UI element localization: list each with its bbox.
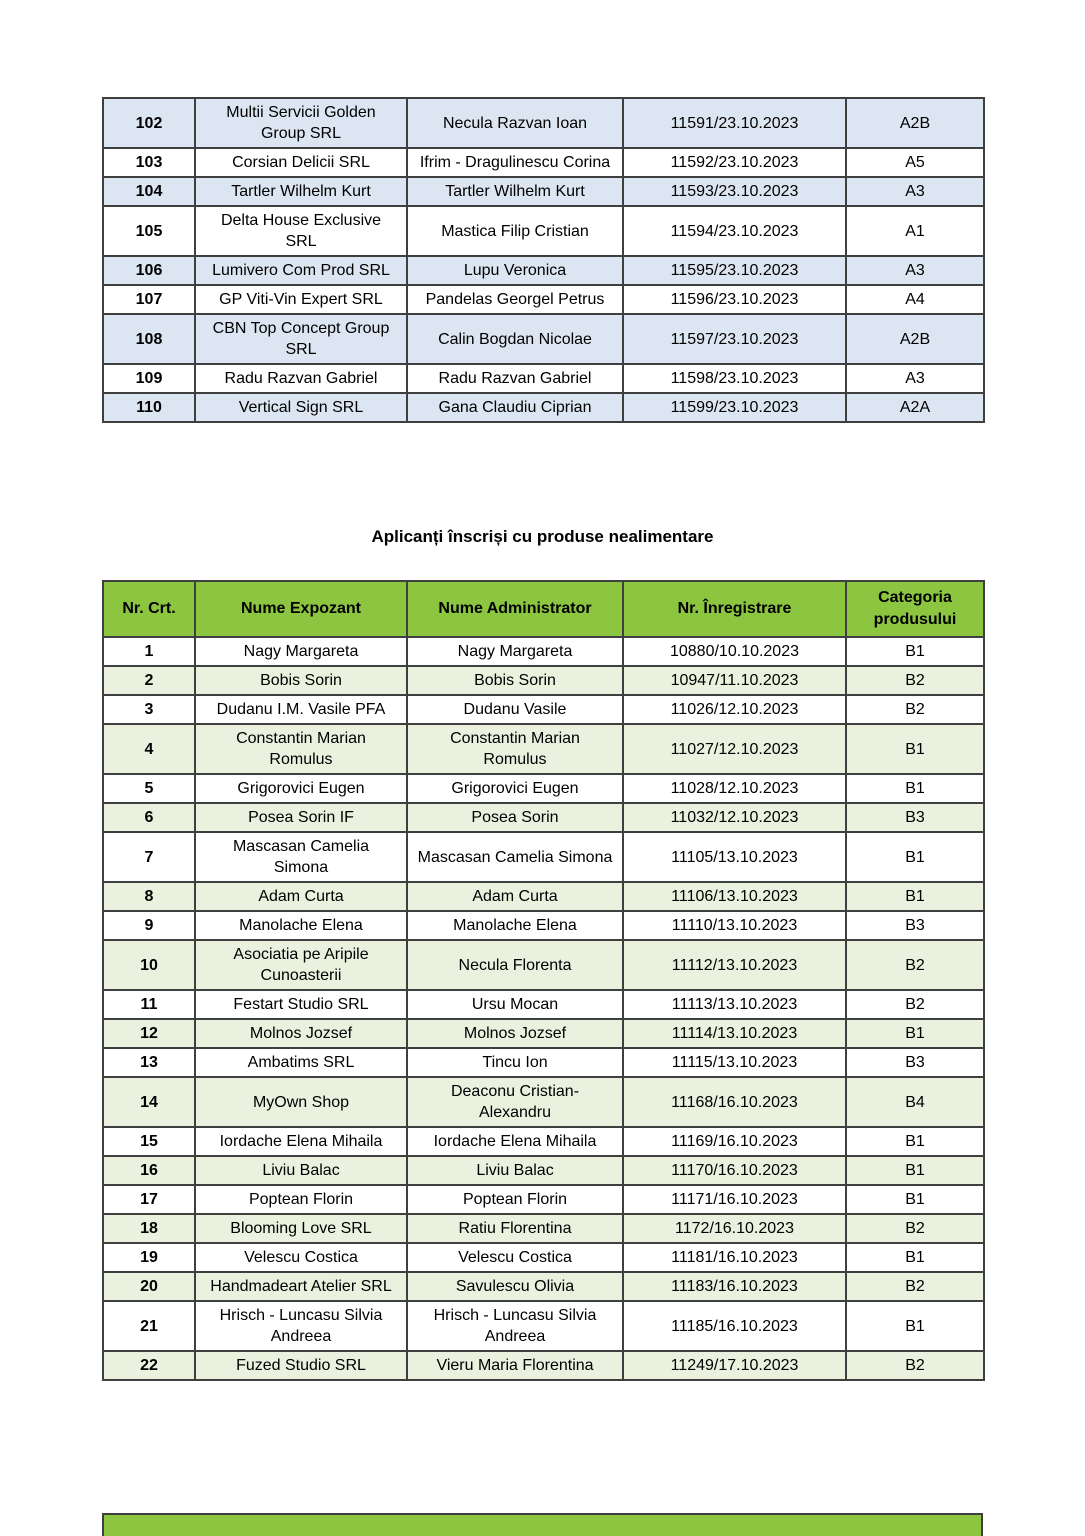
cell-nr-inregistrare: 11110/13.10.2023 [623,911,846,940]
table-row [103,882,984,911]
table-row [103,695,984,724]
cell-nume-expozant: Multii Servicii Golden Group SRL [195,98,407,148]
table-row [103,1156,984,1185]
cell-nr-crt: 3 [103,695,195,724]
cell-nr-crt: 17 [103,1185,195,1214]
cell-categoria-produsului: B1 [846,1243,984,1272]
cell-nr-crt: 12 [103,1019,195,1048]
cell-nr-inregistrare: 11115/13.10.2023 [623,1048,846,1077]
cell-nr-crt: 2 [103,666,195,695]
cell-nr-inregistrare: 10947/11.10.2023 [623,666,846,695]
cell-nr-inregistrare: 11183/16.10.2023 [623,1272,846,1301]
cell-nume-administrator: Ratiu Florentina [407,1214,623,1243]
cell-categoria-produsului: B2 [846,940,984,990]
cell-nr-crt: 5 [103,774,195,803]
cell-nr-crt: 1 [103,637,195,666]
table-row [103,256,984,285]
cell-nume-administrator: Savulescu Olivia [407,1272,623,1301]
table-row [103,1351,984,1380]
cell-nr-inregistrare: 11168/16.10.2023 [623,1077,846,1127]
cell-nr-inregistrare: 11169/16.10.2023 [623,1127,846,1156]
cell-nume-administrator: Necula Florenta [407,940,623,990]
cell-nume-expozant: Handmadeart Atelier SRL [195,1272,407,1301]
cell-nume-expozant: Mascasan Camelia Simona [195,832,407,882]
cell-categoria-produsului: A4 [846,285,984,314]
cell-categoria-produsului: B4 [846,1077,984,1127]
cell-nr-inregistrare: 1172/16.10.2023 [623,1214,846,1243]
cell-categoria-produsului: A5 [846,148,984,177]
cell-nume-expozant: Constantin Marian Romulus [195,724,407,774]
column-header-categoria-produsului: Categoria produsului [846,581,984,637]
cell-nume-expozant: Asociatia pe Aripile Cunoasterii [195,940,407,990]
cell-nume-administrator: Bobis Sorin [407,666,623,695]
table-row [103,364,984,393]
cell-nr-crt: 106 [103,256,195,285]
cell-nr-inregistrare: 11181/16.10.2023 [623,1243,846,1272]
cell-categoria-produsului: B2 [846,990,984,1019]
table-row [103,1301,984,1351]
table-row [103,1272,984,1301]
cell-nr-inregistrare: 11592/23.10.2023 [623,148,846,177]
cell-nume-administrator: Tincu Ion [407,1048,623,1077]
cell-nume-expozant: Festart Studio SRL [195,990,407,1019]
cell-nume-expozant: Liviu Balac [195,1156,407,1185]
cell-nume-administrator: Dudanu Vasile [407,695,623,724]
cell-nr-inregistrare: 11113/13.10.2023 [623,990,846,1019]
applicants-table-food-continuation [102,97,985,423]
cell-nr-crt: 9 [103,911,195,940]
table-row [103,724,984,774]
cell-categoria-produsului: B1 [846,1127,984,1156]
cell-categoria-produsului: B2 [846,1272,984,1301]
cell-nr-inregistrare: 11026/12.10.2023 [623,695,846,724]
cell-nume-expozant: Vertical Sign SRL [195,393,407,422]
cell-nr-inregistrare: 11249/17.10.2023 [623,1351,846,1380]
cell-nr-inregistrare: 11114/13.10.2023 [623,1019,846,1048]
cell-nume-expozant: Corsian Delicii SRL [195,148,407,177]
cell-nume-expozant: Iordache Elena Mihaila [195,1127,407,1156]
cell-nr-crt: 109 [103,364,195,393]
cell-nume-administrator: Hrisch - Luncasu Silvia Andreea [407,1301,623,1351]
cell-nr-crt: 19 [103,1243,195,1272]
cell-nr-crt: 107 [103,285,195,314]
header-row [103,581,984,637]
cell-categoria-produsului: B1 [846,1185,984,1214]
table-row [103,1185,984,1214]
cell-categoria-produsului: B1 [846,637,984,666]
table-row [103,314,984,364]
table-row [103,990,984,1019]
table-row [103,666,984,695]
cell-categoria-produsului: A2A [846,393,984,422]
cell-nr-crt: 10 [103,940,195,990]
table-row [103,637,984,666]
cell-categoria-produsului: A2B [846,314,984,364]
cell-nume-administrator: Tartler Wilhelm Kurt [407,177,623,206]
cell-nr-inregistrare: 11106/13.10.2023 [623,882,846,911]
cell-categoria-produsului: B1 [846,774,984,803]
cell-nr-crt: 105 [103,206,195,256]
cell-nume-administrator: Mastica Filip Cristian [407,206,623,256]
cell-nr-crt: 104 [103,177,195,206]
food-table-body [103,98,984,422]
cell-nr-inregistrare: 11593/23.10.2023 [623,177,846,206]
cell-nr-inregistrare: 11112/13.10.2023 [623,940,846,990]
cell-nr-inregistrare: 11032/12.10.2023 [623,803,846,832]
cell-nume-administrator: Mascasan Camelia Simona [407,832,623,882]
cell-nume-expozant: Fuzed Studio SRL [195,1351,407,1380]
applicants-table-nonfood [102,580,985,1381]
cell-nr-inregistrare: 11591/23.10.2023 [623,98,846,148]
table-row [103,774,984,803]
cell-nume-administrator: Nagy Margareta [407,637,623,666]
cell-nr-inregistrare: 11185/16.10.2023 [623,1301,846,1351]
cell-nume-expozant: Tartler Wilhelm Kurt [195,177,407,206]
cell-nr-inregistrare: 11170/16.10.2023 [623,1156,846,1185]
cell-categoria-produsului: B1 [846,1156,984,1185]
table-row [103,206,984,256]
cell-nume-expozant: Nagy Margareta [195,637,407,666]
cell-nume-administrator: Adam Curta [407,882,623,911]
cell-nume-expozant: Bobis Sorin [195,666,407,695]
cell-nr-inregistrare: 11171/16.10.2023 [623,1185,846,1214]
cell-nr-crt: 20 [103,1272,195,1301]
cell-nr-crt: 15 [103,1127,195,1156]
next-table-header-partial [102,1513,983,1536]
cell-categoria-produsului: A1 [846,206,984,256]
cell-nume-expozant: Molnos Jozsef [195,1019,407,1048]
cell-nume-administrator: Molnos Jozsef [407,1019,623,1048]
cell-categoria-produsului: B2 [846,1214,984,1243]
cell-nr-inregistrare: 11596/23.10.2023 [623,285,846,314]
cell-categoria-produsului: B2 [846,695,984,724]
table-row [103,940,984,990]
cell-nume-expozant: Manolache Elena [195,911,407,940]
cell-nr-inregistrare: 11594/23.10.2023 [623,206,846,256]
table-row [103,832,984,882]
cell-nume-administrator: Ursu Mocan [407,990,623,1019]
cell-nume-administrator: Posea Sorin [407,803,623,832]
table-row [103,177,984,206]
column-header-nume-administrator: Nume Administrator [407,581,623,637]
table-row [103,1048,984,1077]
nonfood-table-header [103,581,984,637]
cell-categoria-produsului: B1 [846,1019,984,1048]
cell-nume-administrator: Necula Razvan Ioan [407,98,623,148]
cell-nume-administrator: Constantin Marian Romulus [407,724,623,774]
cell-nume-expozant: Grigorovici Eugen [195,774,407,803]
cell-nr-inregistrare: 11028/12.10.2023 [623,774,846,803]
cell-nr-crt: 7 [103,832,195,882]
cell-categoria-produsului: B1 [846,724,984,774]
table-row [103,1019,984,1048]
table-row [103,911,984,940]
cell-nume-administrator: Poptean Florin [407,1185,623,1214]
cell-nume-expozant: Adam Curta [195,882,407,911]
cell-nume-expozant: Blooming Love SRL [195,1214,407,1243]
cell-nume-expozant: Poptean Florin [195,1185,407,1214]
cell-nr-crt: 14 [103,1077,195,1127]
table-row [103,393,984,422]
table-row [103,803,984,832]
cell-nume-expozant: Delta House Exclusive SRL [195,206,407,256]
cell-categoria-produsului: B1 [846,1301,984,1351]
cell-nr-crt: 103 [103,148,195,177]
cell-nr-crt: 6 [103,803,195,832]
cell-nume-expozant: MyOwn Shop [195,1077,407,1127]
cell-nr-inregistrare: 11599/23.10.2023 [623,393,846,422]
cell-nume-expozant: Dudanu I.M. Vasile PFA [195,695,407,724]
cell-nr-inregistrare: 11597/23.10.2023 [623,314,846,364]
cell-nume-expozant: Radu Razvan Gabriel [195,364,407,393]
cell-nume-administrator: Gana Claudiu Ciprian [407,393,623,422]
cell-nr-inregistrare: 10880/10.10.2023 [623,637,846,666]
table-row [103,1077,984,1127]
cell-nr-crt: 22 [103,1351,195,1380]
cell-categoria-produsului: B1 [846,882,984,911]
cell-nr-crt: 8 [103,882,195,911]
cell-nume-administrator: Manolache Elena [407,911,623,940]
cell-nume-administrator: Velescu Costica [407,1243,623,1272]
cell-nume-administrator: Iordache Elena Mihaila [407,1127,623,1156]
cell-nr-inregistrare: 11105/13.10.2023 [623,832,846,882]
cell-nume-expozant: GP Viti-Vin Expert SRL [195,285,407,314]
cell-categoria-produsului: B2 [846,666,984,695]
cell-categoria-produsului: A2B [846,98,984,148]
table-row [103,1214,984,1243]
cell-nr-inregistrare: 11595/23.10.2023 [623,256,846,285]
cell-nume-expozant: Hrisch - Luncasu Silvia Andreea [195,1301,407,1351]
cell-nume-expozant: Ambatims SRL [195,1048,407,1077]
cell-nr-crt: 21 [103,1301,195,1351]
cell-nume-administrator: Vieru Maria Florentina [407,1351,623,1380]
cell-nr-inregistrare: 11027/12.10.2023 [623,724,846,774]
cell-categoria-produsului: B1 [846,832,984,882]
cell-nume-administrator: Radu Razvan Gabriel [407,364,623,393]
section-title-nonfood: Aplicanți înscriși cu produse nealimentare [371,527,714,546]
cell-nume-expozant: Posea Sorin IF [195,803,407,832]
cell-nr-crt: 16 [103,1156,195,1185]
cell-nume-administrator: Pandelas Georgel Petrus [407,285,623,314]
column-header-nr-crt: Nr. Crt. [103,581,195,637]
column-header-nume-expozant: Nume Expozant [195,581,407,637]
cell-nr-crt: 18 [103,1214,195,1243]
nonfood-table-body [103,637,984,1380]
cell-categoria-produsului: B2 [846,1351,984,1380]
column-header-nr-inregistrare: Nr. Înregistrare [623,581,846,637]
cell-categoria-produsului: B3 [846,1048,984,1077]
cell-categoria-produsului: A3 [846,256,984,285]
table-row [103,285,984,314]
cell-nr-crt: 108 [103,314,195,364]
cell-nume-administrator: Calin Bogdan Nicolae [407,314,623,364]
cell-nume-administrator: Grigorovici Eugen [407,774,623,803]
cell-categoria-produsului: B3 [846,911,984,940]
cell-nume-expozant: Lumivero Com Prod SRL [195,256,407,285]
cell-categoria-produsului: A3 [846,364,984,393]
cell-nr-crt: 4 [103,724,195,774]
cell-nume-expozant: CBN Top Concept Group SRL [195,314,407,364]
cell-nr-crt: 13 [103,1048,195,1077]
table-row [103,148,984,177]
table-row [103,1243,984,1272]
cell-nume-administrator: Deaconu Cristian-Alexandru [407,1077,623,1127]
cell-nume-administrator: Lupu Veronica [407,256,623,285]
cell-nr-crt: 11 [103,990,195,1019]
cell-nr-crt: 102 [103,98,195,148]
table-row [103,1127,984,1156]
cell-nume-administrator: Ifrim - Dragulinescu Corina [407,148,623,177]
cell-nume-expozant: Velescu Costica [195,1243,407,1272]
table-row [103,98,984,148]
cell-nr-crt: 110 [103,393,195,422]
cell-categoria-produsului: A3 [846,177,984,206]
cell-nr-inregistrare: 11598/23.10.2023 [623,364,846,393]
cell-nume-administrator: Liviu Balac [407,1156,623,1185]
cell-categoria-produsului: B3 [846,803,984,832]
